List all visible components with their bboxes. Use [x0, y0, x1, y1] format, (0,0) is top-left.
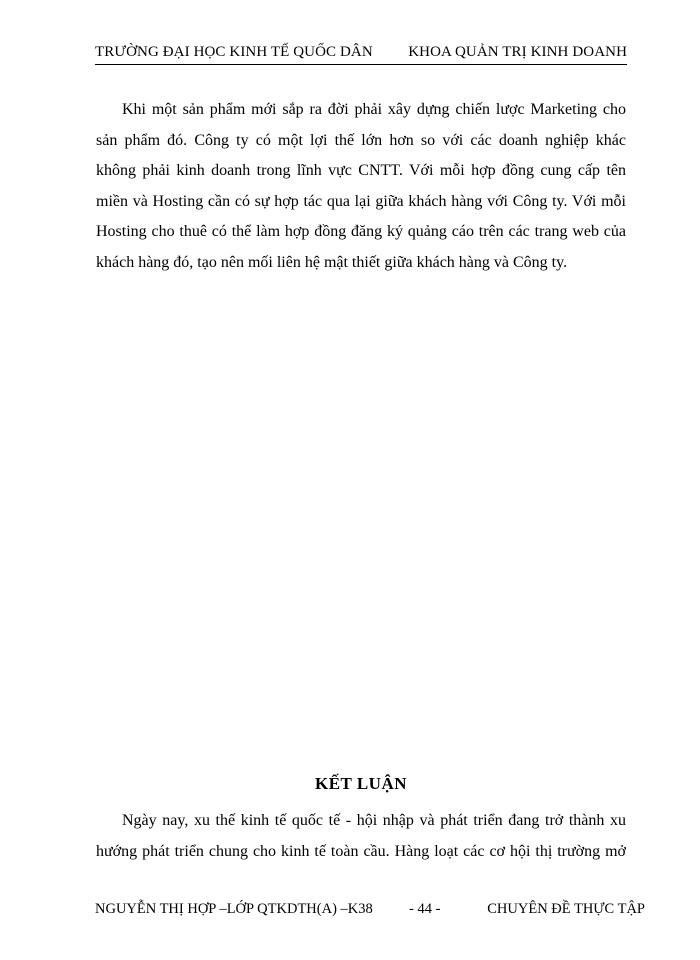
paragraph-line: Hosting cho thuê có thể làm hợp đồng đăng ký quảng cáo trên các trang web của: [96, 223, 626, 240]
conclusion-heading: KẾT LUẬN: [314, 774, 407, 793]
paragraph-line: sản phẩm đó. Công ty có một lợi thế lớn hơn so với các doanh nghiệp khác: [96, 131, 626, 149]
header-faculty: KHOA QUẢN TRỊ KINH DOANH: [408, 44, 627, 60]
footer-document-type: CHUYÊN ĐỀ THỰC TẬP: [487, 901, 645, 917]
paragraph-conclusion: [96, 806, 626, 867]
paragraph-line: khách hàng đó, tạo nên mối liên hệ mật thiết giữa khách hàng và Công ty.: [96, 253, 568, 271]
paragraph-line: miền và Hosting cần có sự hợp tác qua lại giữa khách hàng với Công ty. Với mỗi: [96, 192, 626, 210]
footer-author: NGUYỄN THỊ HỢP –LỚP QTKDTH(A) –K38: [95, 901, 373, 917]
paragraph-line: không phải kinh doanh trong lĩnh vực CNTT. Với mỗi hợp đồng cung cấp tên: [96, 162, 626, 179]
paragraph-marketing: [96, 95, 626, 278]
page-header: [95, 40, 627, 65]
paragraph-line: hướng phát triển chung cho kinh tế toàn cầu. Hàng loạt các cơ hội thị trường mở: [96, 842, 626, 860]
page-number: - 44 -: [409, 901, 441, 917]
header-university: TRƯỜNG ĐẠI HỌC KINH TẾ QUỐC DÂN: [95, 44, 373, 60]
page-footer: [95, 901, 645, 923]
paragraph-line: Khi một sản phẩm mới sắp ra đời phải xây dựng chiến lược Marketing cho: [122, 101, 626, 118]
paragraph-line: Ngày nay, xu thế kinh tế quốc tế - hội nhập và phát triển đang trở thành xu: [122, 812, 626, 829]
